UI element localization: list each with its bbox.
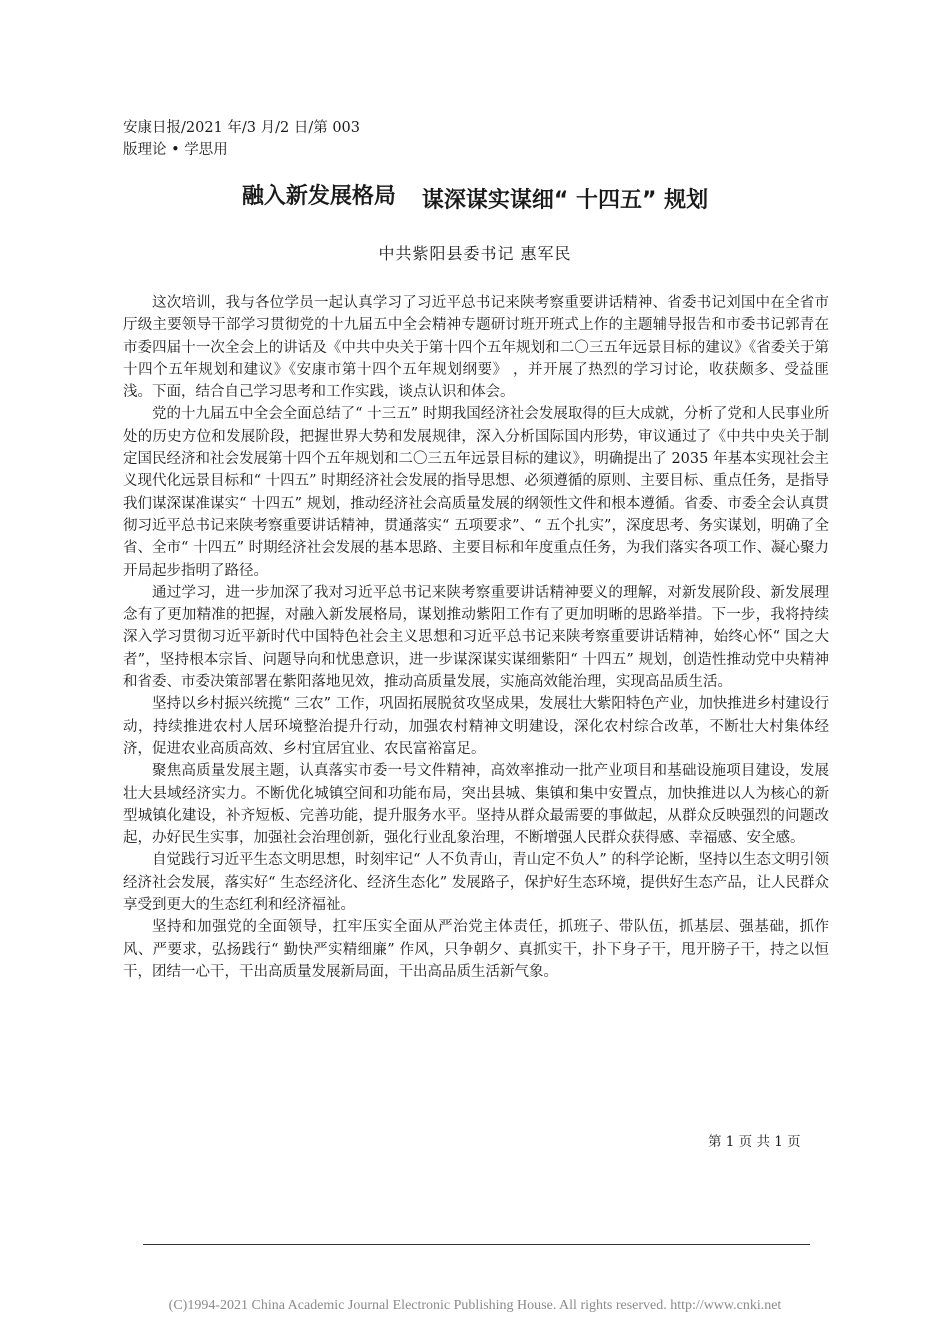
paragraph: 坚持和加强党的全面领导，扛牢压实全面从严治党主体责任，抓班子、带队伍，抓基层、强基础，抓作风、严要求，弘扬践行“ 勤快严实精细廉” 作风，只争朝夕、真抓实干，扑下身子干，甩开膀子干，持之以恒干，团结一心干，干出高质量发展新局面，干出高品质生活新气象。 xyxy=(123,919,829,980)
copyright-notice: (C)1994-2021 China Academic Journal Electronic Publishing House. All rights reserved. http://www.cnki.net xyxy=(168,1298,782,1313)
title-part-1: 融入新发展格局 xyxy=(241,184,396,209)
paragraph: 自觉践行习近平生态文明思想，时刻牢记“ 人不负青山，青山定不负人” 的科学论断，坚持以生态文明引领经济社会发展，落实好“ 生态经济化、经济生态化” 发展路子，保护好生态环境，提供好生态产品，让人民群众享受到更大的生态红利和经济福祉。 xyxy=(123,852,829,914)
footer-divider xyxy=(143,1244,810,1245)
paragraph: 这次培训，我与各位学员一起认真学习了习近平总书记来陕考察重要讲话精神、省委书记刘国中在全省市厅级主要领导干部学习贯彻党的十九届五中全会精神专题研讨班开班式上作的主题辅导报告和市委书记郭青在市委四届十一次全会上的讲话及《中共中央关于第十四个五年规划和二〇三五年远景目标的建议》《省委关于第十四个五年规划和建议》《安康市第十四个五年规划纲要》 ，并开展了热烈的学习讨论，收获颇多、受益匪浅。下面，结合自己学习思考和工作实践，谈点认识和体会。 xyxy=(123,295,829,401)
title-part-2: 谋深谋实谋细“ 十四五” 规划 xyxy=(421,188,709,213)
source-line-2: 版理论 • 学思用 xyxy=(123,142,228,158)
paragraph: 聚焦高质量发展主题，认真落实市委一号文件精神，高效率推动一批产业项目和基础设施项目建设，发展壮大县域经济实力。不断优化城镇空间和功能布局，突出县城、集镇和集中安置点，加快推进以人为核心的新型城镇化建设，补齐短板、完善功能，提升服务水平。坚持从群众最需要的事做起，从群众反映强烈的问题改起，办好民生实事，加强社会治理创新，强化行业乱象治理，不断增强人民群众获得感、幸福感、安全感。 xyxy=(123,763,829,847)
paragraph: 通过学习，进一步加深了我对习近平总书记来陕考察重要讲话精神要义的理解，对新发展阶段、新发展理念有了更加精准的把握，对融入新发展格局，谋划推动紫阳工作有了更加明晰的思路举措。下一步，我将持续深入学习贯彻习近平新时代中国特色社会主义思想和习近平总书记来陕考察重要讲话精神，始终心怀“ 国之大者”，坚持根本宗旨、问题导向和忧患意识，进一步谋深谋实谋细紫阳“ 十四五” 规划，创造性推动党中央精神和省委、市委决策部署在紫阳落地见效，推动高质量发展，实施高效能治理，实现高品质生活。 xyxy=(123,584,829,691)
source-line-1: 安康日报/2021 年/3 月/2 日/第 003 xyxy=(123,120,361,136)
paragraph: 坚持以乡村振兴统揽“ 三农” 工作，巩固拓展脱贫攻坚成果，发展壮大紫阳特色产业，加快推进乡村建设行动，持续推进农村人居环境整治提升行动，加强农村精神文明建设，深化农村综合改革，不断壮大村集体经济，促进农业高质高效、乡村宜居宜业、农民富裕富足。 xyxy=(123,696,829,757)
source-header xyxy=(123,117,523,161)
article-title xyxy=(0,186,950,216)
paragraph: 党的十九届五中全会全面总结了“ 十三五” 时期我国经济社会发展取得的巨大成就，分析了党和人民事业所处的历史方位和发展阶段，把握世界大势和发展规律，深入分析国际国内形势，审议通过了《中共中央关于制定国民经济和社会发展第十四个五年规划和二〇三五年远景目标的建议》，明确提出了 2035 年基本实现社会主义现代化远景目标和“ 十四五” 时期经济社会发展的指导思想、必须遵循的原则、主要目标、重点任务，是指导我们谋深谋准谋实“ 十四五” 规划，推动经济社会高质量发展的纲领性文件和根本遵循。省委、市委全会认真贯彻习近平总书记来陕考察重要讲话精神，贯通落实“ 五项要求”、“ 五个扎实”，深度思考、务实谋划，明确了全省、全市“ 十四五” 时期经济社会发展的基本思路、主要目标和年度重点任务，为我们落实各项工作、凝心聚力开局起步指明了路径。 xyxy=(123,406,829,579)
article-body xyxy=(123,292,829,983)
author-byline: 中共紫阳县委书记 惠军民 xyxy=(378,244,572,263)
page-number: 第 1 页 共 1 页 xyxy=(708,1134,801,1150)
